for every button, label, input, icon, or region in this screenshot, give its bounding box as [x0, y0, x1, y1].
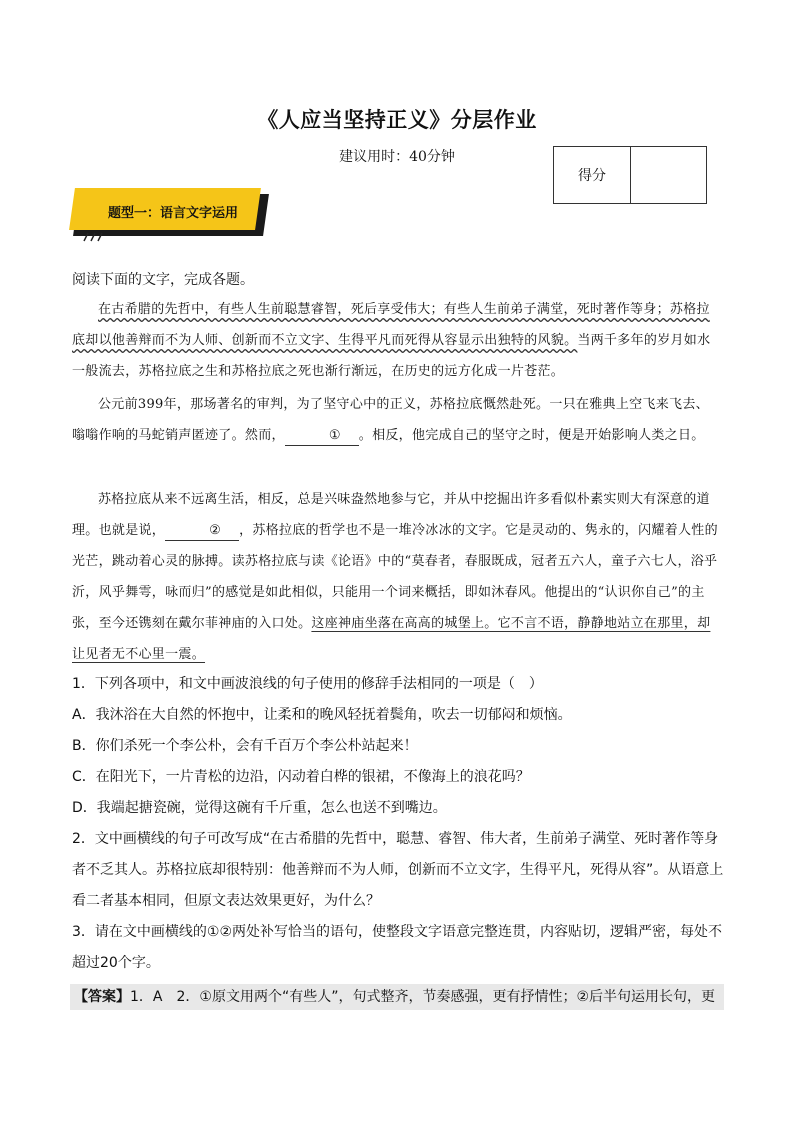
score-value-cell — [631, 147, 706, 203]
answer-block — [70, 984, 724, 1010]
score-box — [553, 146, 707, 204]
suggested-time: 建议用时：40分钟 — [339, 149, 455, 165]
answer-text: 1．A 2．①原文用两个“有些人”，句式整齐，节奏感强，更有抒情性；②后半句运用长句，更 — [130, 989, 715, 1005]
paragraph-2-text-a: 公元前399年，那场著名的审判，为了坚守心中的正义，苏格拉底慨然赴死。一只在雅典上空飞来飞去、嗡嗡作响的马蛇销声匿迹了。然而， — [72, 397, 709, 443]
page-title: 《人应当坚持正义》分层作业 — [257, 108, 537, 132]
question-1: 1．下列各项中，和文中画波浪线的句子使用的修辞手法相同的一项是（ ） — [72, 676, 543, 692]
paragraph-3-text-b: ，苏格拉底的哲学也不是一堆冷冰冰的文字。它是灵动的、隽永的，闪耀着人性的光芒，跳动着心灵的脉搏。读苏格拉底与读《论语》中的“莫春者，春服既成，冠者五六人，童子六七人，浴乎沂，风乎舞雩，咏而归”的感觉是如此相似，只能用一个词来概括，即如沐春风。他提出的“认识你自己”的主张，至今还镌刻在戴尔菲神庙的入口处。 — [72, 523, 718, 631]
blank-1: ① — [285, 427, 359, 446]
question-1-option-a: A．我沐浴在大自然的怀抱中，让柔和的晚风轻抚着鬓角，吹去一切郁闷和烦恼。 — [72, 707, 572, 723]
passage-intro: 阅读下面的文字，完成各题。 — [72, 272, 254, 288]
question-2: 2．文中画横线的句子可改写成“在古希腊的先哲中，聪慧、睿智、伟大者，生前弟子满堂、死时著作等身者不乏其人。苏格拉底却很特别：他善辩而不为人师，创新而不立文字，生得平凡，死得从容”。从语意上看二者基本相同，但原文表达效果更好，为什么？ — [72, 831, 724, 909]
banner-label: 题型一：语言文字运用 — [108, 206, 239, 221]
paragraph-1-text: 当两千多年的岁月如水一般流去，苏格拉底之生和苏格拉底之死也渐行渐远，在历史的远方化成一片苍茫。 — [72, 333, 711, 379]
question-1-option-d: D．我端起搪瓷碗，觉得这碗有千斤重，怎么也送不到嘴边。 — [72, 800, 447, 816]
question-1-option-b: B．你们杀死一个李公朴，会有千百万个李公朴站起来！ — [72, 738, 418, 754]
question-3: 3．请在文中画横线的①②两处补写恰当的语句，使整段文字语意完整连贯，内容贴切，逻辑严密，每处不超过20个字。 — [72, 924, 723, 971]
wavy-underlined-sentence: 在古希腊的先哲中，有些人生前聪慧睿智，死后享受伟大；有些人生前弟子满堂，死时著作等身；苏格拉底却以他善辩而不为人师、创新而不立文字、生得平凡而死得从容显示出独特的风貌。 — [72, 302, 710, 348]
paragraph-3-text-a: 苏格拉底从来不远离生活，相反，总是兴味盎然地参与它，并从中挖掘出许多看似朴素实则大有深意的道理。也就是说， — [72, 492, 710, 538]
passage-paragraph-2 — [72, 389, 722, 451]
score-label: 得分 — [554, 147, 631, 203]
paragraph-2-text-b: 。相反，他完成自己的坚守之时，便是开始影响人类之日。 — [358, 428, 705, 443]
passage-paragraph-3 — [72, 484, 722, 670]
passage-paragraph-1 — [72, 294, 722, 387]
blank-2: ② — [165, 522, 239, 541]
banner-tick-decoration — [82, 232, 106, 242]
question-1-option-c: C．在阳光下，一片青松的边沿，闪动着白桦的银裙，不像海上的浪花吗？ — [72, 769, 530, 785]
answer-label: 【答案】 — [74, 989, 130, 1005]
line-underlined-sentence: 这座神庙坐落在高高的城堡上。它不言不语，静静地站立在那里，却让见者无不心里一震。 — [72, 616, 711, 662]
